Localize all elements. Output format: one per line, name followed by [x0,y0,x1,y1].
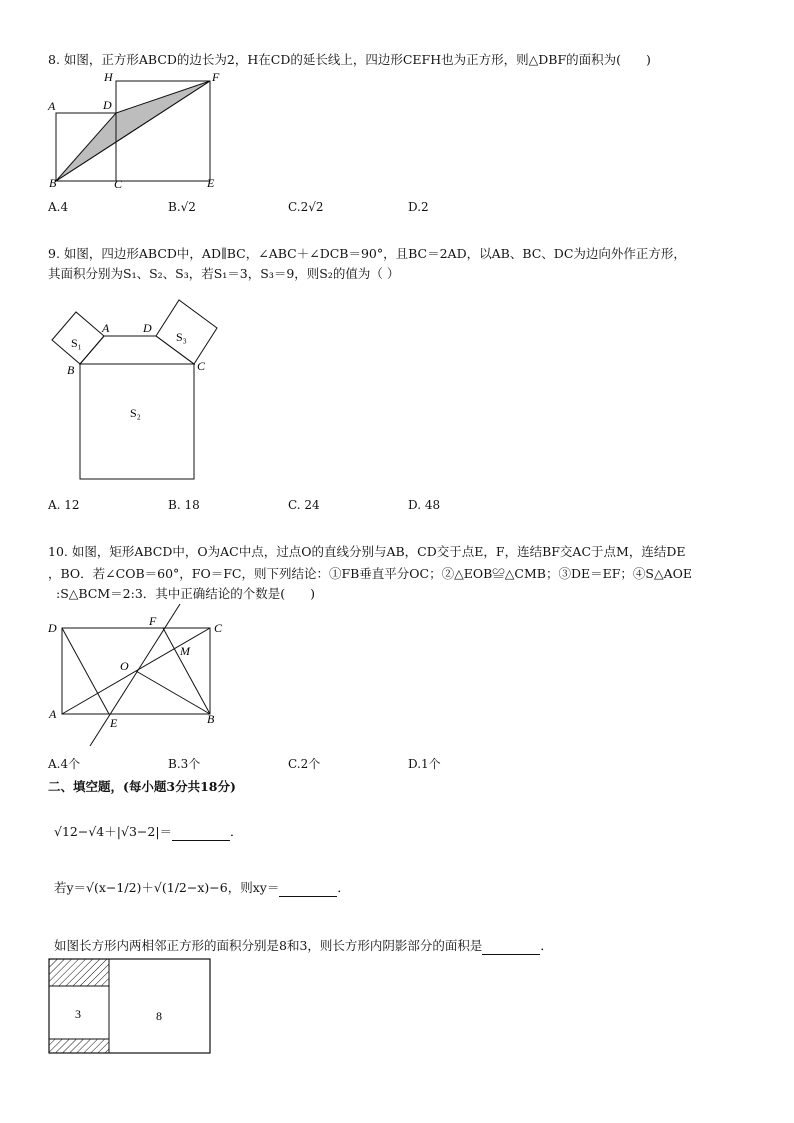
fill3-shaded-bottom [49,1039,109,1053]
q8-option-a: A.4 [48,200,69,214]
q10-label-e: E [110,716,118,730]
q9-stem-line2: 其面积分别为S₁、S₂、S₃，若S₁＝3，S₃＝9，则S₂的值为（ ） [48,266,400,281]
fill3-shaded-top [49,959,109,986]
q10-line-de [62,628,109,714]
q8-label-h: H [104,70,113,84]
q10-label-b: B [207,712,215,726]
q10-label-d: D [48,621,57,635]
q8-label-f: F [212,70,220,84]
q9-option-d: D. 48 [408,498,441,512]
q8-label-d: D [103,98,112,112]
section-title: 二、填空题，(每小题3分共18分) [48,779,236,794]
q8-figure [40,68,230,194]
fill1-answer-blank[interactable] [172,824,230,841]
fill2-answer-blank[interactable] [279,880,337,897]
fill3-label-big: 8 [156,1009,162,1023]
q10-option-d: D.1个 [408,757,441,771]
q10-line-bo [136,671,210,714]
q10-option-c: C.2个 [288,757,321,771]
q9-label-d: D [143,321,152,335]
q10-option-a: A.4个 [48,757,81,771]
fill1 [54,824,243,841]
q9-figure [44,296,224,491]
fill3-answer-blank[interactable] [482,938,540,955]
q8-label-e: E [207,176,215,190]
q10-line-bf [163,628,210,714]
q9-option-a: A. 12 [48,498,80,512]
q8-label-b: B [49,176,57,190]
q10-line-ef [90,604,180,746]
q9-option-b: B. 18 [168,498,200,512]
fill3 [54,938,553,955]
q9-stem-line1: 9. 如图，四边形ABCD中，AD∥BC，∠ABC＋∠DCB＝90°，且BC＝2AD，以AB、BC、DC为边向外作正方形， [48,246,686,261]
fill3-stem: 如图长方形内两相邻正方形的面积分别是8和3，则长方形内阴影部分的面积是 [54,938,483,953]
q9-label-s3: S₃ [176,330,187,344]
fill2 [54,880,350,897]
fill3-figure [46,956,214,1056]
q8-option-d: D.2 [408,200,429,214]
q8-line-bf [56,81,210,181]
q8-option-b: B.√2 [168,200,196,214]
q10-label-m: M [180,644,190,658]
q10-figure [44,600,234,750]
q8-stem: 8. 如图，正方形ABCD的边长为2，H在CD的延长线上，四边形CEFH也为正方形，则△DBF的面积为( ) [48,52,651,67]
q8-option-c: C.2√2 [288,200,324,214]
q9-label-b: B [67,363,75,377]
q10-label-f: F [149,614,157,628]
q9-label-s2: S₂ [130,406,141,420]
q10-stem-line1: 10. 如图，矩形ABCD中，O为AC中点，过点O的直线分别与AB，CD交于点E，F，连结BF交AC于点M，连结DE [48,544,686,559]
fill2-expression: 若y＝√(x−1/2)＋√(1/2−x)−6，则xy＝ [54,880,280,895]
q10-label-o: O [120,659,129,673]
q9-square-s2 [80,364,194,479]
q10-option-b: B.3个 [168,757,201,771]
fill3-period: ． [540,938,553,953]
q10-label-c: C [214,621,223,635]
fill3-label-small: 3 [75,1007,81,1021]
q8-label-a: A [48,99,56,113]
fill1-period: ． [230,824,243,839]
fill1-expression: √12−√4＋|√3−2|＝ [54,824,173,839]
q10-stem-line3: :S△BCM＝2:3．其中正确结论的个数是( ) [56,586,316,601]
q9-label-c: C [197,359,206,373]
q8-label-c: C [114,177,123,191]
q9-label-a: A [102,321,110,335]
q9-option-c: C. 24 [288,498,320,512]
q10-stem-line2: ，BO．若∠COB＝60°，FO＝FC，则下列结论：①FB垂直平分OC；②△EOB≌△CMB；③DE＝EF；④S△AOE [48,566,692,581]
q10-label-a: A [49,707,57,721]
fill2-period: ． [337,880,350,895]
q9-label-s1: S₁ [71,336,82,350]
